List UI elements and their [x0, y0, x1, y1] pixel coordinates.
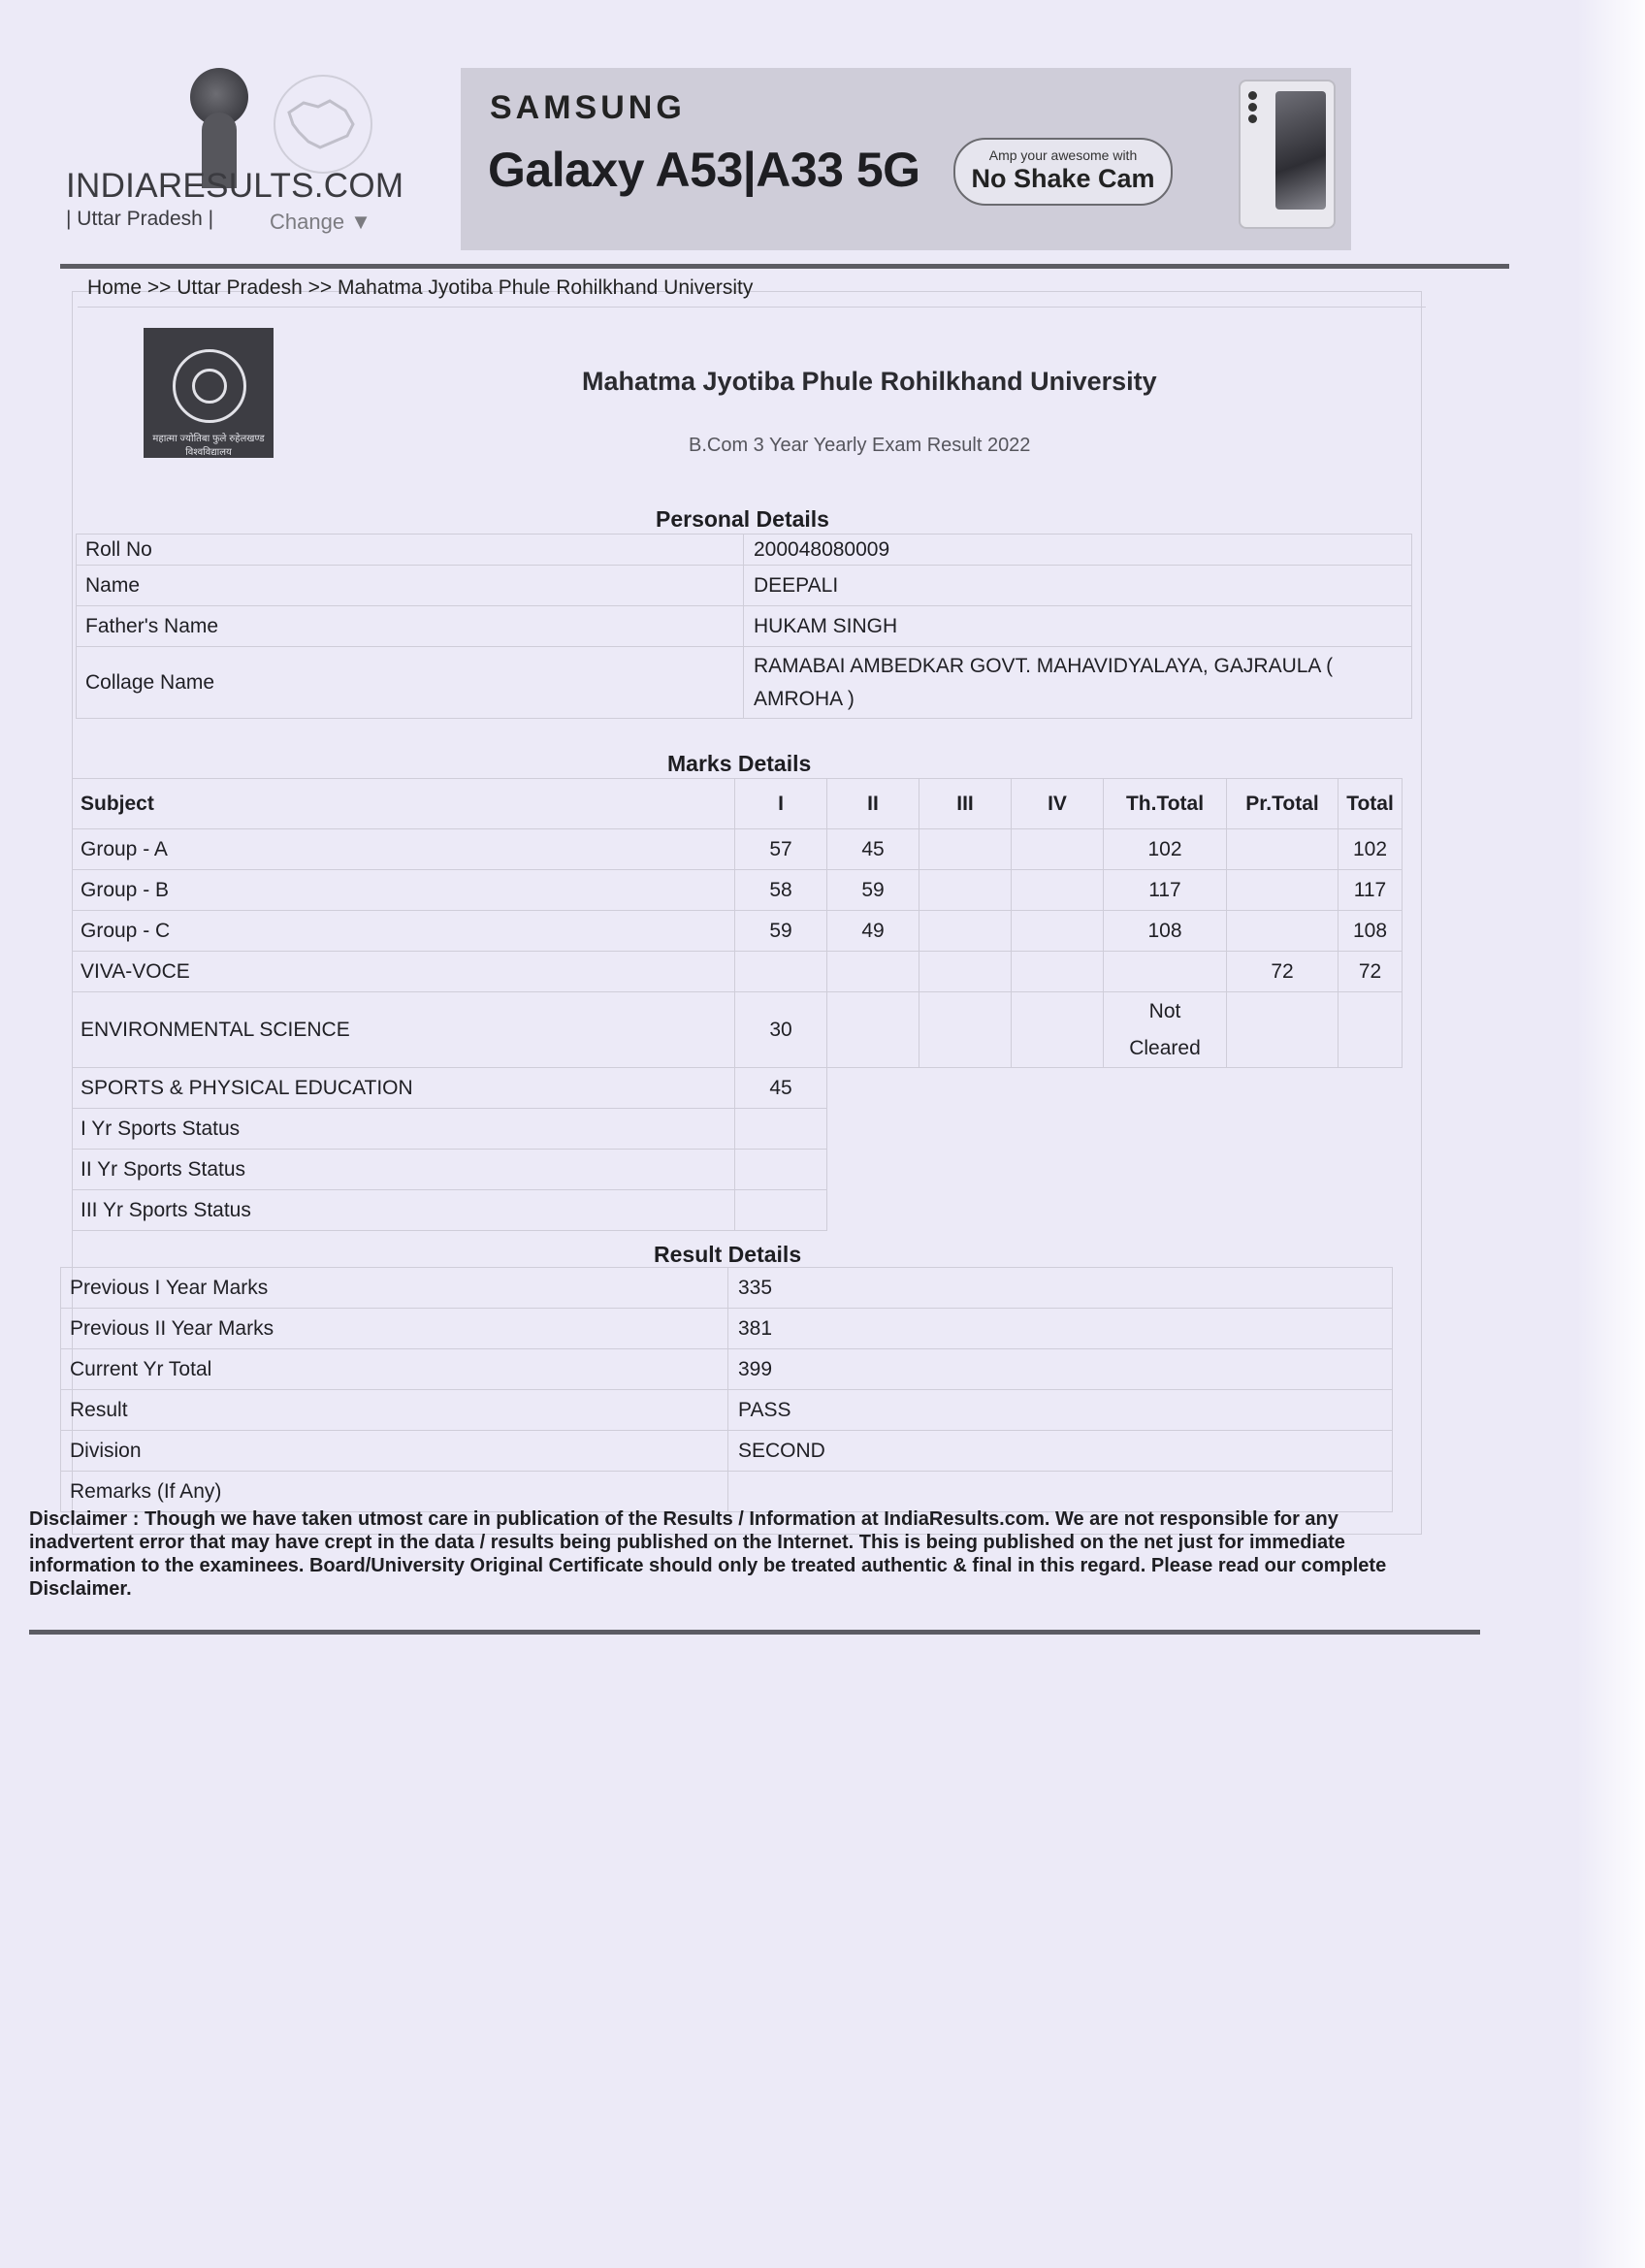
- emblem-wheel-icon: [192, 369, 227, 404]
- table-row: [73, 870, 1403, 911]
- row-label: Father's Name: [77, 606, 744, 647]
- col-header-IV: IV: [1012, 779, 1104, 829]
- header-divider: [60, 264, 1509, 269]
- mark-II: 45: [827, 829, 919, 870]
- table-row: [77, 647, 1412, 719]
- table-row: [61, 1349, 1393, 1390]
- col-header-total: Total: [1339, 779, 1403, 829]
- table-row: [73, 1109, 1403, 1150]
- subject-name: III Yr Sports Status: [73, 1190, 735, 1231]
- th-total: 102: [1104, 829, 1227, 870]
- subject-name: SPORTS & PHYSICAL EDUCATION: [73, 1068, 735, 1109]
- total: 117: [1339, 870, 1403, 911]
- result-details-title: Result Details: [654, 1242, 802, 1267]
- pr-total: [1227, 829, 1339, 870]
- table-row: [73, 1150, 1403, 1190]
- table-row: [73, 992, 1403, 1068]
- row-value: 200048080009: [744, 535, 1412, 566]
- table-row: [73, 952, 1403, 992]
- subject-name: I Yr Sports Status: [73, 1109, 735, 1150]
- mark-I: [735, 952, 827, 992]
- row-value: SECOND: [728, 1431, 1393, 1472]
- mark-I: 59: [735, 911, 827, 952]
- phone-image-icon: [1239, 80, 1336, 229]
- university-logo-text: महात्मा ज्योतिबा फुले रुहेलखण्ड विश्वविद्यालय: [152, 434, 265, 458]
- mark-II: 59: [827, 870, 919, 911]
- row-label: Previous II Year Marks: [61, 1309, 728, 1349]
- total: 108: [1339, 911, 1403, 952]
- subject-name: Group - A: [73, 829, 735, 870]
- col-header-pr-total: Pr.Total: [1227, 779, 1339, 829]
- personal-details-title: Personal Details: [656, 506, 829, 532]
- marks-details-title: Marks Details: [667, 751, 812, 776]
- row-label: Division: [61, 1431, 728, 1472]
- table-row: [61, 1268, 1393, 1309]
- mark-III: [919, 870, 1012, 911]
- mark-I: 45: [735, 1068, 827, 1109]
- row-label: Previous I Year Marks: [61, 1268, 728, 1309]
- table-row: [61, 1309, 1393, 1349]
- mark-I: 58: [735, 870, 827, 911]
- mark-III: [919, 992, 1012, 1068]
- table-row: [73, 1190, 1403, 1231]
- ad-pill: [953, 138, 1173, 206]
- row-label: Name: [77, 566, 744, 606]
- row-label: Current Yr Total: [61, 1349, 728, 1390]
- row-value: DEEPALI: [744, 566, 1412, 606]
- table-row: [77, 535, 1412, 566]
- paper-edge: [1577, 0, 1645, 2268]
- mark-II: [827, 952, 919, 992]
- table-row: [61, 1472, 1393, 1512]
- result-details-table: [60, 1267, 1393, 1512]
- subject-header: Subject: [73, 779, 735, 829]
- row-value: [728, 1472, 1393, 1512]
- table-row: [61, 1431, 1393, 1472]
- th-total: [1104, 952, 1227, 992]
- mark-II: [827, 992, 919, 1068]
- col-header-II: II: [827, 779, 919, 829]
- university-logo: [144, 328, 274, 458]
- row-value: HUKAM SINGH: [744, 606, 1412, 647]
- table-row: [73, 1068, 1403, 1109]
- marks-header-row: [73, 779, 1403, 829]
- state-map-icon: [270, 74, 376, 176]
- change-state-link[interactable]: Change ▼: [270, 210, 371, 234]
- pr-total: 72: [1227, 952, 1339, 992]
- mark-IV: [1012, 829, 1104, 870]
- ad-pill-top: Amp your awesome with: [988, 147, 1138, 163]
- site-state: | Uttar Pradesh |: [66, 208, 214, 230]
- footer-divider: [29, 1630, 1480, 1635]
- mark-II: 49: [827, 911, 919, 952]
- mark-I: 30: [735, 992, 827, 1068]
- total: [1339, 992, 1403, 1068]
- subject-name: II Yr Sports Status: [73, 1150, 735, 1190]
- ad-banner[interactable]: [461, 68, 1351, 250]
- table-row: [77, 566, 1412, 606]
- sports-status: [735, 1109, 827, 1150]
- row-value: 381: [728, 1309, 1393, 1349]
- camera-icon: [1248, 91, 1258, 122]
- mark-I: 57: [735, 829, 827, 870]
- mark-IV: [1012, 911, 1104, 952]
- mark-IV: [1012, 870, 1104, 911]
- row-value: 399: [728, 1349, 1393, 1390]
- phone-screen: [1275, 91, 1326, 210]
- row-label: Collage Name: [77, 647, 744, 719]
- subject-name: Group - B: [73, 870, 735, 911]
- total: 72: [1339, 952, 1403, 992]
- subject-name: ENVIRONMENTAL SCIENCE: [73, 992, 735, 1068]
- th-total-status: Not Cleared: [1104, 992, 1227, 1068]
- col-header-I: I: [735, 779, 827, 829]
- result-status: PASS: [728, 1390, 1393, 1431]
- university-name: Mahatma Jyotiba Phule Rohilkhand University: [582, 367, 1157, 396]
- mark-IV: [1012, 992, 1104, 1068]
- ad-pill-main: No Shake Cam: [971, 164, 1155, 193]
- pr-total: [1227, 870, 1339, 911]
- col-header-III: III: [919, 779, 1012, 829]
- ad-brand: SAMSUNG: [490, 89, 686, 126]
- breadcrumb[interactable]: Home >> Uttar Pradesh >> Mahatma Jyotiba Phule Rohilkhand University: [78, 274, 1426, 308]
- table-row: [73, 829, 1403, 870]
- mark-III: [919, 911, 1012, 952]
- personal-details-table: [76, 534, 1412, 719]
- sports-status: [735, 1190, 827, 1231]
- th-total: 108: [1104, 911, 1227, 952]
- pr-total: [1227, 992, 1339, 1068]
- row-label: Result: [61, 1390, 728, 1431]
- marks-table: [72, 778, 1403, 1231]
- pr-total: [1227, 911, 1339, 952]
- mark-III: [919, 952, 1012, 992]
- table-row: [61, 1390, 1393, 1431]
- total: 102: [1339, 829, 1403, 870]
- sports-status: [735, 1150, 827, 1190]
- disclaimer-text: Disclaimer : Though we have taken utmost care in publication of the Results / Information at IndiaResults.com. We are not responsible for any inadvertent error that may have crept in the data / results being published on the Internet. This is being published on the net just for immediate information to the examinees. Board/University Original Certificate should only be treated authentic & final in this regard. Please read our complete Disclaimer.: [29, 1508, 1387, 1600]
- mark-IV: [1012, 952, 1104, 992]
- th-total: 117: [1104, 870, 1227, 911]
- ad-model: Galaxy A53|A33 5G: [488, 143, 920, 197]
- site-logo[interactable]: [66, 68, 404, 243]
- col-header-th-total: Th.Total: [1104, 779, 1227, 829]
- site-name[interactable]: INDIARESULTS.COM: [66, 167, 404, 205]
- exam-title: B.Com 3 Year Yearly Exam Result 2022: [689, 435, 1031, 456]
- row-value: 335: [728, 1268, 1393, 1309]
- row-label: Remarks (If Any): [61, 1472, 728, 1512]
- subject-name: Group - C: [73, 911, 735, 952]
- table-row: [77, 606, 1412, 647]
- row-value: RAMABAI AMBEDKAR GOVT. MAHAVIDYALAYA, GAJRAULA ( AMROHA ): [744, 647, 1412, 719]
- subject-name: VIVA-VOCE: [73, 952, 735, 992]
- table-row: [73, 911, 1403, 952]
- mark-III: [919, 829, 1012, 870]
- row-label: Roll No: [77, 535, 744, 566]
